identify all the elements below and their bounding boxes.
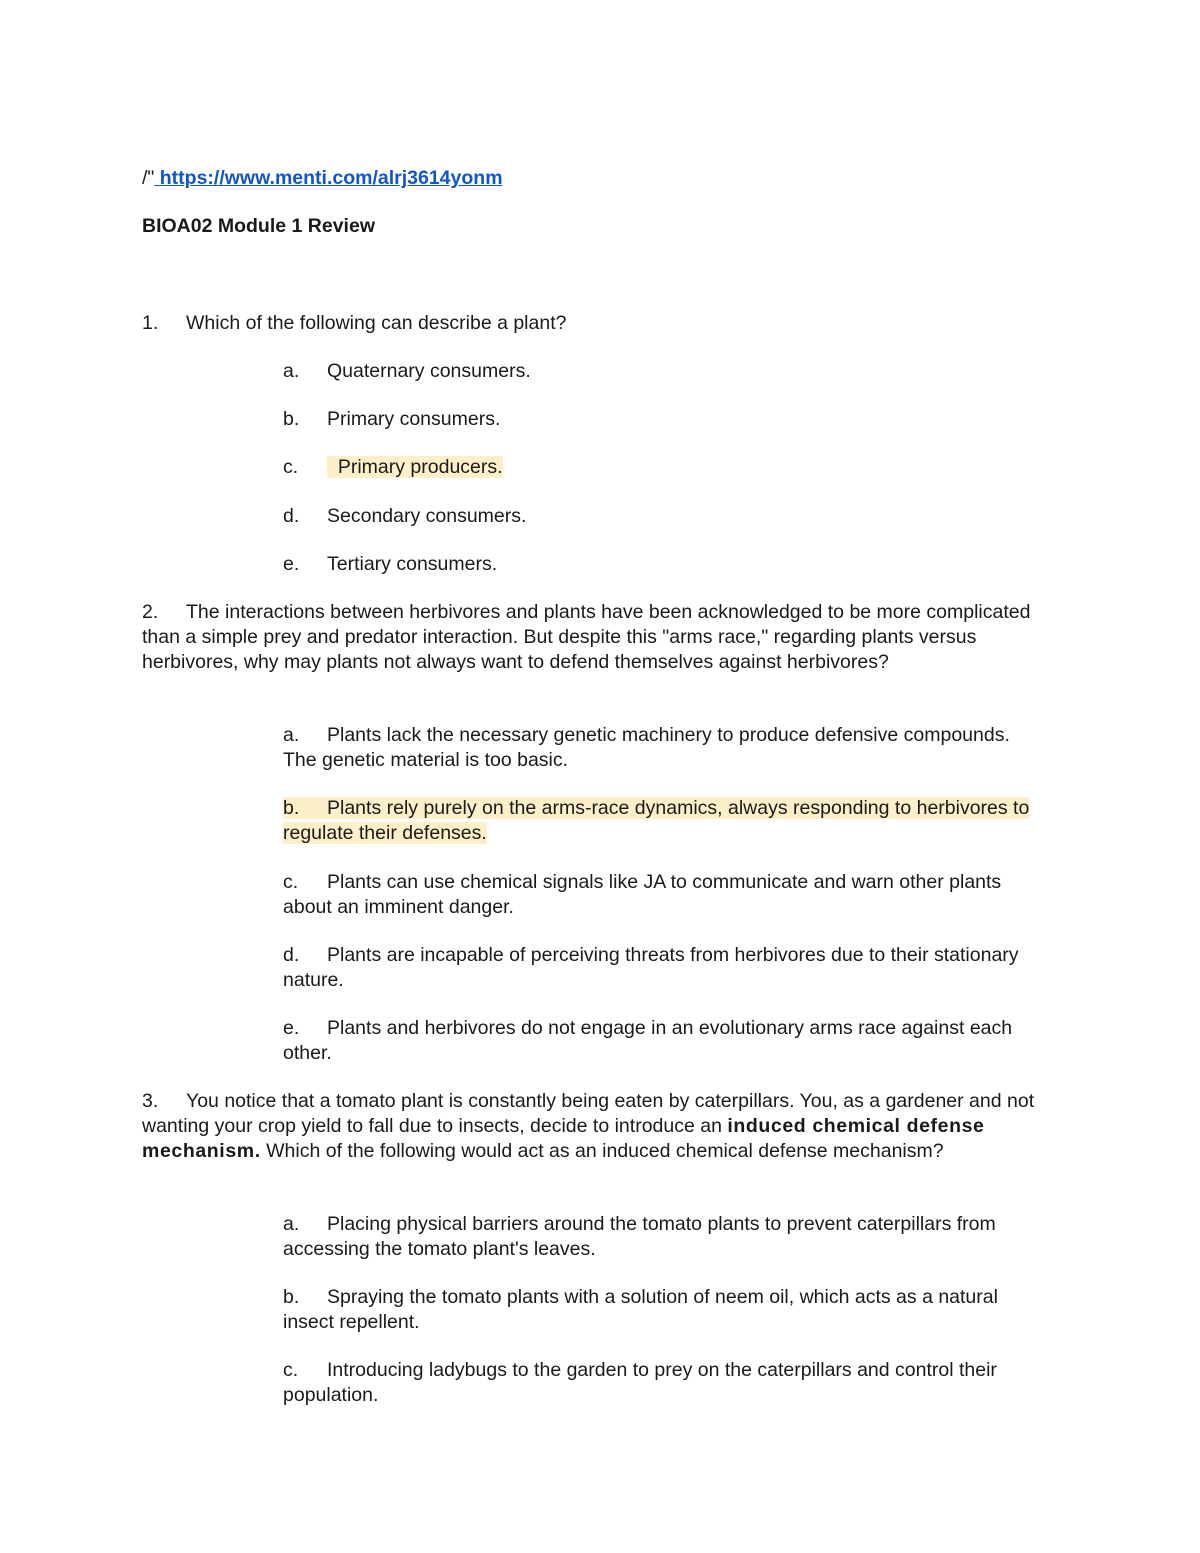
- question-2-option-a: [283, 723, 1043, 773]
- option-text: Quaternary consumers.: [327, 360, 531, 382]
- document-title: BIOA02 Module 1 Review: [142, 215, 375, 237]
- option-text: Primary consumers.: [327, 408, 501, 430]
- link-prefix: /": [142, 167, 155, 189]
- menti-link-line: [142, 166, 503, 191]
- question-3: [142, 1089, 1062, 1164]
- option-text: Plants and herbivores do not engage in an evolutionary arms race against each other.: [283, 1017, 1013, 1064]
- highlighted-answer: [327, 456, 503, 478]
- question-1-option-e: [283, 552, 1043, 577]
- option-text: Plants are incapable of perceiving threats from herbivores due to their stationary nature.: [283, 944, 1019, 991]
- question-1: [142, 311, 1062, 336]
- option-letter: a.: [283, 1213, 300, 1235]
- question-1-option-d: [283, 504, 1043, 529]
- question-text-bold: induced chemical defense mechanism.: [142, 1115, 985, 1162]
- option-letter: c.: [283, 1359, 299, 1381]
- menti-link[interactable]: https://www.menti.com/alrj3614yonm: [154, 167, 503, 189]
- question-text-before: You notice that a tomato plant is constantly being eaten by caterpillars. You, as a gardener and not wanting your crop yield to fall due to insects, decide to introduce an: [142, 1090, 1035, 1137]
- option-letter: c.: [283, 456, 299, 478]
- option-letter: c.: [283, 871, 299, 893]
- option-letter: a.: [283, 724, 300, 746]
- option-text: Tertiary consumers.: [327, 553, 498, 575]
- question-text: Which of the following can describe a plant?: [186, 312, 567, 334]
- option-text: Introducing ladybugs to the garden to prey on the caterpillars and control their population.: [283, 1359, 997, 1406]
- question-text: The interactions between herbivores and plants have been acknowledged to be more complicated than a simple prey and predator interaction. But despite this "arms race," regarding plants versus herbivores, why may plants not always want to defend themselves against herbivores?: [142, 601, 1031, 673]
- option-text: Spraying the tomato plants with a solution of neem oil, which acts as a natural insect repellent.: [283, 1286, 998, 1333]
- option-text: Secondary consumers.: [327, 505, 527, 527]
- question-1-option-c: [283, 455, 1043, 480]
- option-letter: b.: [283, 408, 300, 430]
- question-3-option-c: [283, 1358, 1043, 1408]
- question-2-option-c: [283, 870, 1043, 920]
- option-text: Plants lack the necessary genetic machinery to produce defensive compounds. The genetic material is too basic.: [283, 724, 1010, 771]
- question-number: 3.: [142, 1090, 159, 1112]
- option-text: Primary producers.: [337, 456, 503, 478]
- option-letter: e.: [283, 1017, 300, 1039]
- option-letter: b.: [283, 1286, 300, 1308]
- option-text: Plants can use chemical signals like JA to communicate and warn other plants about an imminent danger.: [283, 871, 1002, 918]
- option-letter: e.: [283, 553, 300, 575]
- question-2-option-e: [283, 1016, 1043, 1066]
- option-text: Placing physical barriers around the tomato plants to prevent caterpillars from accessing the tomato plant's leaves.: [283, 1213, 996, 1260]
- highlighted-answer: [283, 797, 1029, 844]
- option-letter: d.: [283, 505, 300, 527]
- option-text: Plants rely purely on the arms-race dynamics, always responding to herbivores to regulate their defenses.: [283, 797, 1030, 844]
- option-letter: b.: [283, 797, 300, 819]
- question-2-option-d: [283, 943, 1043, 993]
- question-3-option-b: [283, 1285, 1043, 1335]
- question-2-option-b: [283, 796, 1043, 846]
- option-letter: d.: [283, 944, 300, 966]
- question-text-after: Which of the following would act as an induced chemical defense mechanism?: [260, 1140, 944, 1162]
- question-number: 2.: [142, 601, 159, 623]
- question-number: 1.: [142, 312, 159, 334]
- question-1-option-b: [283, 407, 1043, 432]
- option-letter: a.: [283, 360, 300, 382]
- question-1-option-a: [283, 359, 1043, 384]
- question-2: [142, 600, 1062, 675]
- question-3-option-a: [283, 1212, 1043, 1262]
